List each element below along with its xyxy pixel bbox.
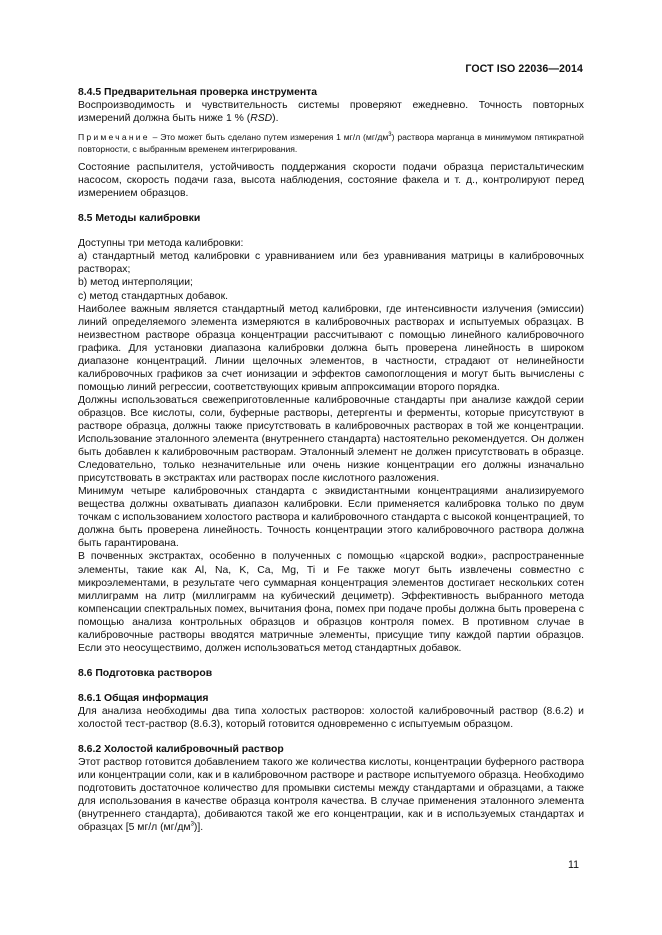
section-8-4-5-note: Примечание – Это может быть сделано путем измерения 1 мг/л $(мг/дм^3)$ раствора марганца в минимумом пятикратной повторности, с выбранным временем интегрирования.	[78, 132, 584, 155]
section-8-5-item-c: c) метод стандартных добавок.	[78, 290, 229, 302]
section-8-5-paragraph-2: Должны использоваться свежеприготовленные калибровочные стандарты при анализе каждой серии образцов. Все кислоты, соли, буферные растворы, детергенты и ферменты, которые присутствуют в растворе образца, должны также присутствовать в калибровочных растворах в той же концентрации. Использование эталонного элемента (внутреннего стандарта) настоятельно рекомендуется. Он должен быть добавлен к калибровочным растворам. Эталонный элемент не должен присутствовать в образце. Следовательно, только незначительные или очень низкие концентрации его должны изначально присутствовать в экстрактах или растворах после кислотного разложения.	[78, 394, 584, 485]
section-8-5-intro: Доступны три метода калибровки:	[78, 238, 244, 250]
section-8-6-1-title: 8.6.1 Общая информация	[78, 692, 209, 704]
page-number: 11	[568, 859, 579, 871]
section-8-6-1-paragraph: Для анализа необходимы два типа холостых растворов: холостой калибровочный раствор (8.6.2) и холостой тест-раствор (8.6.3), который готовится одновременно с испытуемым образцом.	[78, 705, 584, 730]
section-8-5-title: 8.5 Методы калибровки	[78, 213, 201, 225]
section-8-5-paragraph-1: Наиболее важным является стандартный метод калибровки, где интенсивности излучения (эмиссии) линий определяемого элемента измеряются в калибровочных растворах и испытуемых образцах. В неизвестном растворе образца концентрации рассчитывают с помощью линейного калибровочного графика. Для установки диапазона калибровки должна быть проверена линейность в широком диапазоне концентраций. Линии щелочных элементов, в частности, страдают от нелинейности калибровочных графиков за счет ионизации и эффектов самопоглощения и могут быть вычислены с помощью линий регрессии, соответствующих кривым аппроксимации второго порядка.	[78, 303, 584, 393]
section-8-5-item-a: a) стандартный метод калибровки с уравниванием или без уравнивания матрицы в калибровочных растворах;	[78, 251, 584, 276]
section-8-5-paragraph-3: Минимум четыре калибровочных стандарта с эквидистантными концентрациями анализируемого вещества должны охватывать диапазон калибровки. Если применяется калибровка только по двум точкам с использованием холостого раствора и калибровочного стандарта с высокой концентрацией, то должна быть проверена линейность. Точность концентрации этого калибровочного раствора должна быть гарантирована.	[78, 486, 584, 550]
section-8-4-5-paragraph-2: Состояние распылителя, устойчивость поддержания скорости подачи образца перистальтическим насосом, скорость подачи газа, высота наблюдения, состояние факела и т. д., контролируют перед измерением образцов.	[78, 162, 584, 200]
section-8-4-5-title: 8.4.5 Предварительная проверка инструмента	[78, 87, 318, 98]
section-8-6-title: 8.6 Подготовка растворов	[78, 667, 213, 679]
section-8-5-item-b: b) метод интерполяции;	[78, 277, 193, 289]
standard-header: ГОСТ ISO 22036—2014	[465, 63, 583, 75]
page-content	[78, 86, 584, 834]
section-8-5-paragraph-4: В почвенных экстрактах, особенно в полученных с помощью «царской водки», распространенные элементы, такие как Al, Na, K, Ca, Mg, Ti и Fe также могут быть извлечены совместно с микроэлементами, в результате чего суммарная концентрация элементов достигает нескольких сотен миллиграмм на литр (миллиграмм на кубический дециметр). Эффективность выбранного метода компенсации спектральных помех, вычитания фона, помех при подаче пробы должна быть проверена с помощью анализа контрольных образцов и образцов контроля помех. В противном случае в калибровочные растворы вводятся матричные элементы, присущие типу каждой партии образцов. Если это неосуществимо, должен использоваться метод стандартных добавок.	[78, 551, 584, 654]
section-8-6-2-paragraph: Этот раствор готовится добавлением такого же количества кислоты, концентрации буферного раствора или концентрации соли, как и в калибровочном растворе и растворе испытуемого образца. Необходимо подготовить достаточное количество для промывки системы между стандартами и образцами, а также для использования в качестве образца контроля качества. В случае применения эталонного элемента (внутреннего стандарта), добиваются такой же его концентрации, как и в используемых стандартах и образцах [5 мг/л $(мг/дм^3)$].	[78, 757, 584, 834]
section-8-4-5-paragraph: Воспроизводимость и чувствительность системы проверяют ежедневно. Точность повторных измерений должна быть ниже 1 % (RSD).	[78, 100, 584, 125]
section-8-6-2-title: 8.6.2 Холостой калибровочный раствор	[78, 744, 284, 756]
